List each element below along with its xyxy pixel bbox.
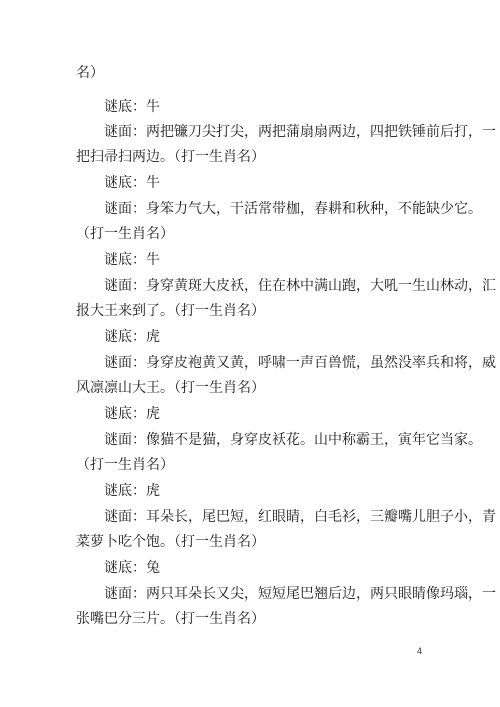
text-line: 报大王来到了。（打一生肖名） [76, 303, 265, 319]
riddle-question: 谜面：像猫不是猫，身穿皮袄花。山中称霸王，寅年它当家。 [104, 432, 482, 448]
riddle-answer: 谜底：虎 [104, 406, 160, 422]
text-line: （打一生肖名） [76, 226, 174, 242]
riddle-answer: 谜底：牛 [104, 252, 160, 268]
page-number: 4 [416, 646, 422, 656]
text-line: （打一生肖名） [76, 457, 174, 473]
riddle-question: 谜面：耳朵长，尾巴短，红眼睛，白毛衫，三瓣嘴儿胆子小，青 [104, 509, 496, 525]
riddle-answer: 谜底：兔 [104, 560, 160, 576]
text-line: 名） [76, 65, 104, 81]
text-line: 张嘴巴分三片。（打一生肖名） [76, 611, 265, 627]
riddle-answer: 谜底：牛 [104, 175, 160, 191]
riddle-question: 谜面：两把镰刀尖打尖，两把蒲扇扇两边，四把铁锤前后打，一 [104, 124, 496, 140]
riddle-question: 谜面：身穿皮袍黄又黄，呼啸一声百兽慌，虽然没率兵和将，威 [104, 355, 496, 371]
riddle-question: 谜面：两只耳朵长又尖，短短尾巴翘后边，两只眼睛像玛瑙，一 [104, 586, 496, 602]
riddle-question: 谜面：身穿黄斑大皮袄，住在林中满山跑，大吼一生山林动，汇 [104, 278, 496, 294]
text-line: 把扫帚扫两边。（打一生肖名） [76, 149, 265, 165]
riddle-answer: 谜底：虎 [104, 329, 160, 345]
riddle-question: 谜面：身笨力气大，干活常带枷，春耕和秋种，不能缺少它。 [104, 201, 482, 217]
riddle-answer: 谜底：虎 [104, 483, 160, 499]
text-line: 菜萝卜吃个饱。（打一生肖名） [76, 534, 265, 550]
text-line: 风凛凛山大王。（打一生肖名） [76, 380, 265, 396]
riddle-answer: 谜底：牛 [104, 99, 160, 115]
